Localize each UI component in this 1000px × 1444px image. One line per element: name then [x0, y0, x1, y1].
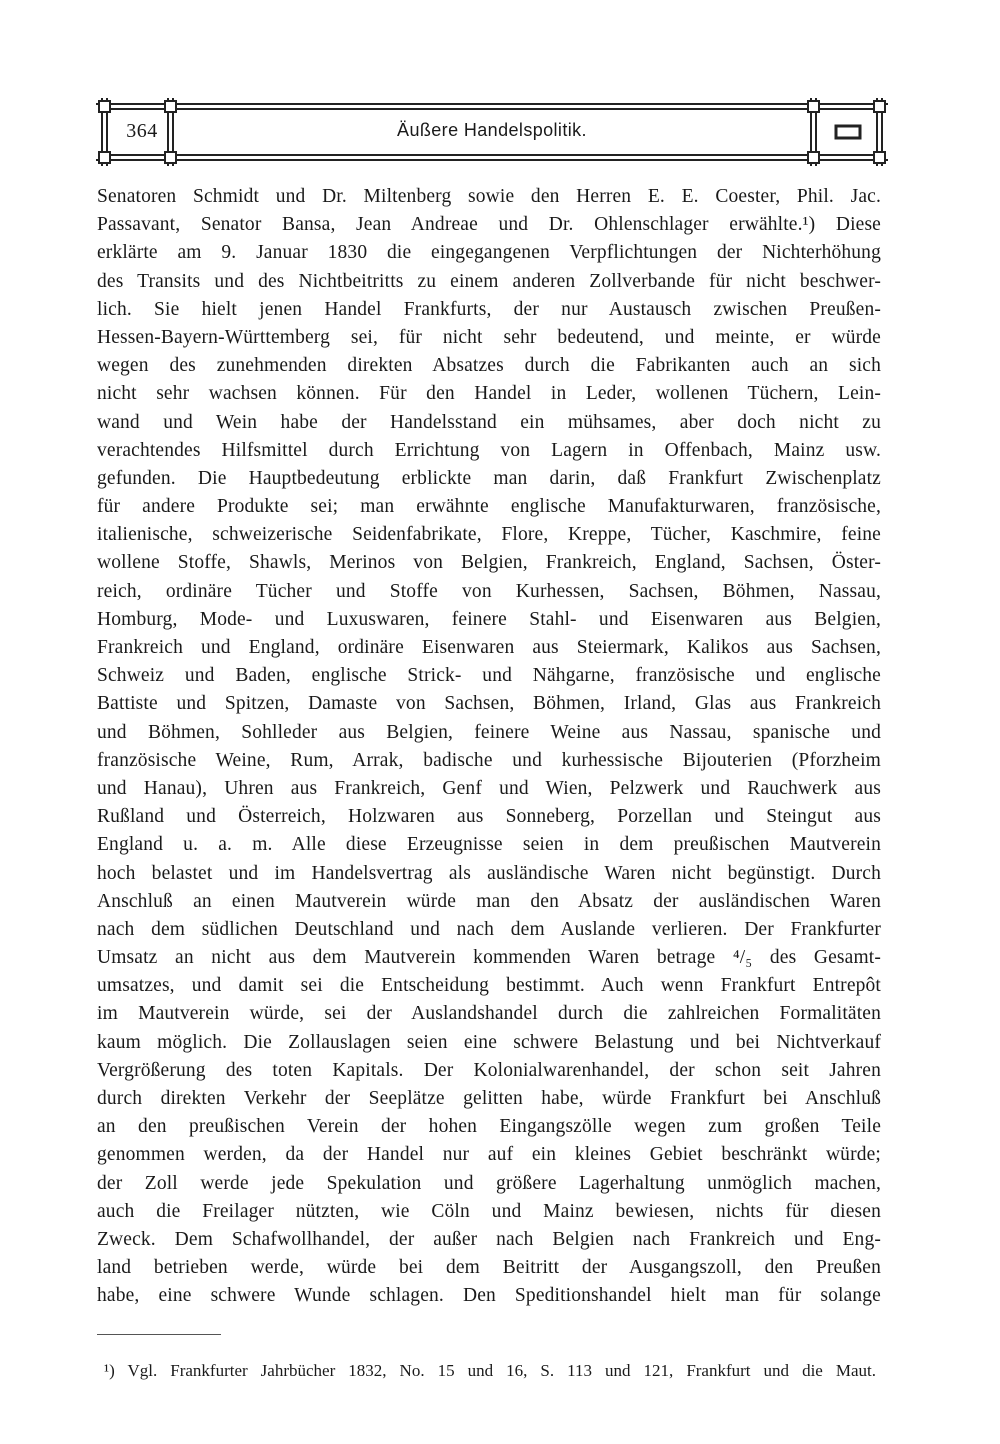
- text-line: Schweiz und Baden, englische Strick- und Nähgarne, französische und englische: [97, 665, 881, 687]
- text-line: Passavant, Senator Bansa, Jean Andreae und Dr. Ohlenschlager erwählte.¹) Diese: [97, 214, 881, 236]
- text-line: Senatoren Schmidt und Dr. Miltenberg sowie den Herren E. E. Coester, Phil. Jac.: [97, 186, 881, 207]
- text-line: reich, ordinäre Tücher und Stoffe von Kurhessen, Sachsen, Böhmen, Nassau,: [97, 580, 881, 602]
- text-line: auch die Freilager nützten, wie Cöln und Mainz bewiesen, nichts für diesen: [97, 1200, 881, 1222]
- text-line: italienische, schweizerische Seidenfabrikate, Flore, Kreppe, Tücher, Kaschmire, feine: [97, 524, 881, 546]
- text-line: Zweck. Dem Schafwollhandel, der außer nach Belgien nach Frankreich und Eng-: [97, 1228, 881, 1250]
- text-line: und Hanau), Uhren aus Frankreich, Genf und Wien, Pelzwerk und Rauchwerk aus: [97, 777, 881, 799]
- text-line: England u. a. m. Alle diese Erzeugnisse seien in dem preußischen Mautverein: [97, 834, 881, 856]
- text-line: lich. Sie hielt jenen Handel Frankfurts, der nur Austausch zwischen Preußen-: [97, 298, 881, 320]
- body-text: [97, 183, 881, 1311]
- footnote: ¹) Vgl. Frankfurter Jahrbücher 1832, No. 15 und 16, S. 113 und 121, Frankfurt und die Maut.: [104, 1361, 876, 1380]
- footnote-rule: [97, 1334, 221, 1335]
- text-line: durch direkten Verkehr der Seeplätze gelitten habe, würde Frankfurt bei Anschluß: [97, 1088, 881, 1109]
- text-line: land betrieben werde, würde bei dem Beitritt der Ausgangszoll, den Preußen: [97, 1257, 881, 1279]
- text-line: nach dem südlichen Deutschland und nach dem Auslande verlieren. Der Frankfurter: [97, 918, 881, 940]
- text-line: französische Weine, Rum, Arrak, badische und kurhessische Bijouterien (Pforzheim: [97, 749, 881, 771]
- text-line: für andere Produkte sei; man erwähnte englische Manufakturwaren, französische,: [97, 496, 881, 518]
- text-line: erklärte am 9. Januar 1830 die eingegangenen Verpflichtungen der Nichterhöhung: [97, 242, 881, 264]
- text-line: Battiste und Spitzen, Damaste von Sachsen, Böhmen, Irland, Glas aus Frankreich: [97, 693, 881, 715]
- text-line: hoch belastet und im Handelsvertrag als ausländische Waren nicht begünstigt. Durch: [97, 862, 881, 884]
- text-line: gefunden. Die Hauptbedeutung erblickte man darin, daß Frankfurt Zwischenplatz: [97, 467, 881, 489]
- text-line: wegen des zunehmenden direkten Absatzes durch die Fabrikanten auch an sich: [97, 355, 881, 377]
- text-line: Vergrößerung des toten Kapitals. Der Kolonialwarenhandel, der schon seit Jahren: [97, 1059, 881, 1081]
- text-line: Hessen-Bayern-Württemberg sei, für nicht sehr bedeutend, und meinte, er würde: [97, 326, 881, 348]
- text-line: Umsatz an nicht aus dem Mautverein kommenden Waren betrage ⁴/₅ des Gesamt-: [97, 947, 881, 969]
- text-line: Rußland und Österreich, Holzwaren aus Sonneberg, Porzellan und Steingut aus: [97, 806, 881, 828]
- text-line: verachtendes Hilfsmittel durch Errichtung von Lagern in Offenbach, Mainz usw.: [97, 439, 881, 461]
- text-line: genommen werden, da der Handel nur auf ein kleines Gebiet beschränkt würde;: [97, 1144, 881, 1166]
- text-line: nicht sehr wachsen können. Für den Handel in Leder, wollenen Tüchern, Lein-: [97, 383, 881, 405]
- text-line: des Transits und des Nichtbeitritts zu einem anderen Zollverbande für nicht beschwer-: [97, 270, 881, 292]
- text-line: Frankreich und England, ordinäre Eisenwaren aus Steiermark, Kalikos aus Sachsen,: [97, 637, 881, 658]
- text-line: im Mautverein würde, sei der Auslandshandel durch die zahlreichen Formalitäten: [97, 1003, 881, 1025]
- text-line: Homburg, Mode- und Luxuswaren, feinere Stahl- und Eisenwaren aus Belgien,: [97, 608, 881, 630]
- text-line: kaum möglich. Die Zollauslagen seien eine schwere Belastung und bei Nichtverkauf: [97, 1031, 881, 1053]
- text-line: wand und Wein habe der Handelsstand ein mühsames, aber doch nicht zu: [97, 411, 881, 433]
- page-number: 364: [126, 120, 158, 142]
- running-title: Äußere Handelspolitik.: [397, 120, 587, 140]
- text-line: umsatzes, und damit sei die Entscheidung bestimmt. Auch wenn Frankfurt Entrepôt: [97, 975, 881, 997]
- text-line: Anschluß an einen Mautverein würde man den Absatz der ausländischen Waren: [97, 890, 881, 912]
- text-line: habe, eine schwere Wunde schlagen. Den Speditionshandel hielt man für solange: [97, 1285, 881, 1307]
- text-line: der Zoll werde jede Spekulation und größere Lagerhaltung unmöglich machen,: [97, 1172, 881, 1194]
- text-line: wollene Stoffe, Shawls, Merinos von Belgien, Frankreich, England, Sachsen, Öster-: [97, 552, 881, 574]
- text-line: und Böhmen, Sohlleder aus Belgien, feinere Weine aus Nassau, spanische und: [97, 721, 881, 743]
- text-line: an den preußischen Verein der hohen Eingangszölle wegen zum großen Teile: [97, 1116, 881, 1138]
- page-header: [96, 98, 888, 168]
